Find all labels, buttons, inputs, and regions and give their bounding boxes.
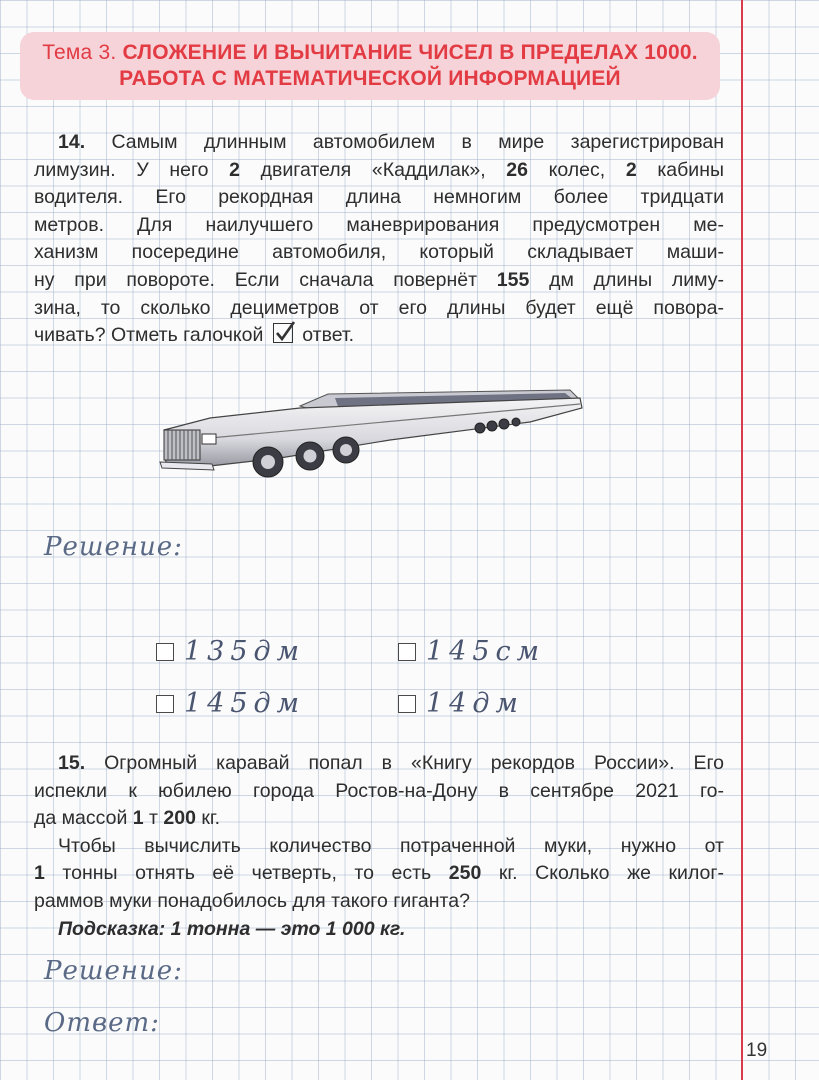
answer-option-2[interactable]: [398, 636, 545, 667]
option-label: 145см: [426, 636, 546, 667]
topic-title-text: СЛОЖЕНИЕ И ВЫЧИТАНИЕ ЧИСЕЛ В ПРЕДЕЛАХ 1000.: [122, 41, 698, 64]
task-14-line-8: [34, 322, 724, 350]
task-15-l1: Огромный каравай попал в «Книгу рекордов России». Его: [104, 752, 724, 774]
task-14-line-5: ханизм посередине автомобиля, который складывает маши-: [34, 241, 724, 264]
task-15-line-6: раммов муки понадобилось для такого гиганта?: [34, 889, 470, 912]
answer-option-1[interactable]: [156, 636, 305, 667]
task-14-l2g: кабины: [636, 158, 724, 181]
task-14-line-7: зина, то сколько дециметров от его длины будет ещё повора-: [34, 296, 724, 319]
task-14-l6a: ну при повороте. Если сначала повернёт: [34, 268, 497, 291]
task-14-line-2: [34, 157, 724, 185]
answer-option-3[interactable]: [156, 688, 305, 719]
answer-option-4[interactable]: [398, 688, 524, 719]
task-14-line-3: водителя. Его рекордная длина немногим более тридцати: [34, 186, 724, 209]
task-15-l5b: тонны отнять её четверть, то есть: [44, 862, 449, 885]
topic-header: [20, 32, 720, 100]
task-15-hint: Подсказка: 1 тонна — это 1 000 кг.: [58, 917, 406, 940]
task-14-number: 14.: [58, 131, 86, 153]
task-15-l3c: т: [143, 807, 164, 830]
topic-title-line2: РАБОТА С МАТЕМАТИЧЕСКОЙ ИНФОРМАЦИЕЙ: [119, 67, 621, 90]
task-14-l2d: 26: [506, 158, 528, 181]
task-15-line-2: испекли к юбилею города Ростов-на-Дону в сентябре 2021 го-: [34, 779, 724, 802]
option-checkbox[interactable]: [156, 643, 174, 661]
task-14-line-6: [34, 267, 724, 295]
task-15-number: 15.: [58, 752, 86, 774]
task-15-answer-label: Ответ:: [44, 1008, 160, 1038]
task-15-line-4: Чтобы вычислить количество потраченной муки, нужно от: [58, 834, 724, 857]
task-15-solution-label: Решение:: [44, 956, 183, 986]
task-14-l6c: дм длины лиму-: [529, 268, 724, 291]
task-15-l3e: кг.: [195, 807, 221, 830]
limousine-illustration: [150, 378, 590, 486]
option-checkbox[interactable]: [156, 695, 174, 713]
option-checkbox[interactable]: [398, 643, 416, 661]
task-14-l2a: лимузин. У него: [34, 158, 230, 181]
page-margin-line: [741, 0, 743, 1080]
task-14-text: [34, 129, 724, 350]
task-15-line-3: [34, 805, 724, 833]
task-15-l3b: 1: [132, 807, 144, 830]
task-15-l5a: 1: [34, 862, 45, 885]
task-15-l3d: 200: [163, 807, 196, 830]
task-14-l2f: 2: [625, 158, 637, 181]
task-14-solution-label: Решение:: [44, 532, 183, 562]
topic-title-line1: [42, 40, 698, 66]
task-14-l2b: 2: [229, 158, 241, 181]
option-label: 135дм: [184, 636, 306, 667]
task-15-l5d: кг. Сколько же килог-: [481, 862, 724, 885]
task-15-l3a: да массой: [34, 807, 133, 830]
task-14-line-1: [34, 129, 724, 157]
task-15-line-5: [34, 860, 724, 888]
option-label: 145дм: [184, 688, 306, 719]
task-14-l8b: ответ.: [302, 324, 355, 347]
task-14-line-4: метров. Для наилучшего маневрирования предусмотрен ме-: [34, 213, 724, 236]
task-14-l2c: двигателя «Каддилак»,: [240, 158, 507, 181]
page-number: 19: [746, 1040, 768, 1061]
task-15-text: [34, 750, 724, 943]
task-14-l8a: чивать? Отметь галочкой: [34, 324, 264, 347]
task-14-l2e: колес,: [527, 158, 626, 181]
topic-label: Тема 3.: [42, 41, 117, 64]
task-14-l6b: 155: [496, 268, 530, 291]
option-checkbox[interactable]: [398, 695, 416, 713]
task-14-l1: Самым длинным автомобилем в мире зарегистрирован: [111, 131, 724, 153]
option-label: 14дм: [426, 688, 524, 719]
task-15-line-1: [34, 750, 724, 778]
checkmark-icon: [273, 323, 293, 343]
task-15-l5c: 250: [448, 862, 482, 885]
